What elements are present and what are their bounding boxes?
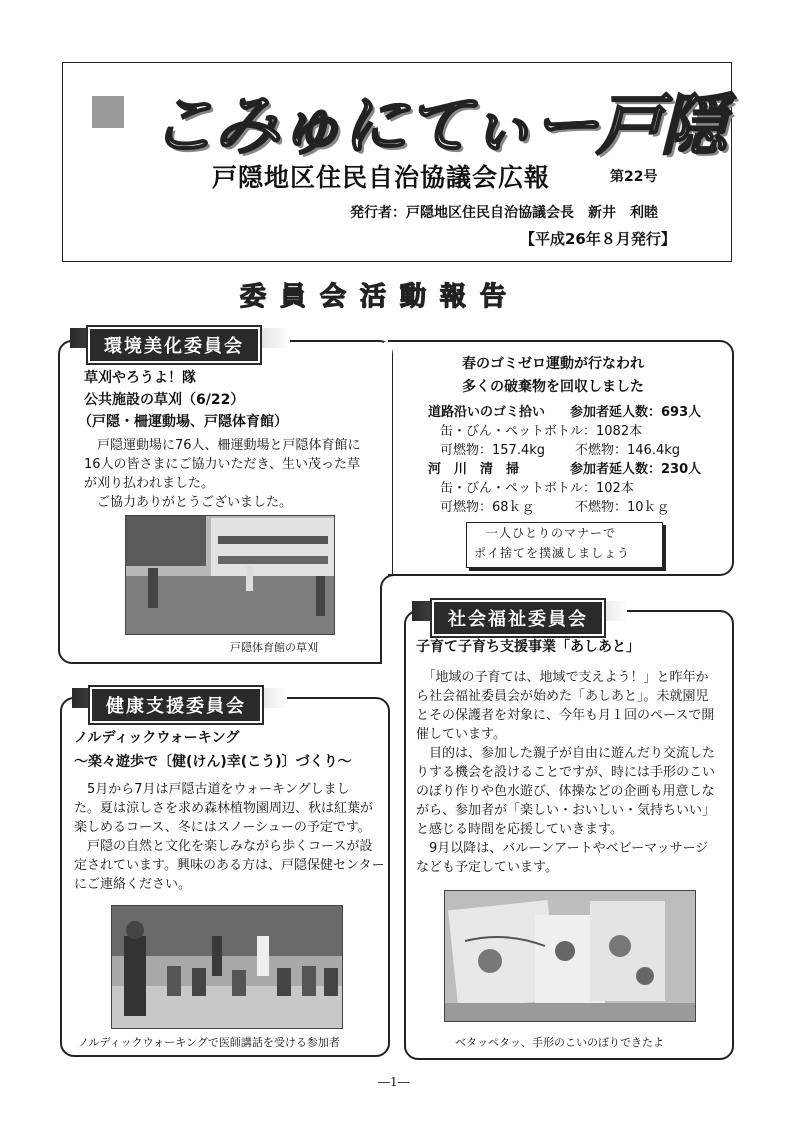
environment-panel-corner — [380, 574, 396, 664]
welfare-body-line: のぼり作りや色水遊び、体操などの企画も用意しな — [416, 784, 715, 799]
newsletter-subtitle: 戸隠地区住民自治協議会広報 — [212, 163, 551, 192]
gomi-row2-item: 缶・びん・ペットボトル：102本 — [440, 481, 634, 496]
mowing-photo-caption: 戸隠体育館の草刈 — [230, 641, 318, 654]
environment-body-line: ご協力ありがとうございました。 — [84, 495, 293, 510]
environment-title-1: 草刈やろうよ！隊 — [84, 370, 196, 386]
newsletter-logo: こみゅにてぃー戸隠 — [150, 86, 725, 164]
health-body-line: た。夏は涼しさを求め森林植物園周辺、秋は紅葉が — [74, 801, 374, 816]
health-tag: 健康支援委員会 — [90, 687, 262, 723]
environment-tag: 環境美化委員会 — [88, 327, 260, 363]
welfare-tag: 社会福祉委員会 — [432, 600, 604, 636]
welfare-body-line: 目的は、参加した親子が自由に遊んだり交流した — [416, 746, 716, 761]
gomi-row1-item: 缶・びん・ペットボトル：1082本 — [440, 424, 643, 439]
welfare-body-line: ら社会福祉委員会が始めた「あしあと」。未就園児 — [416, 689, 709, 704]
gomi-row1-count: 参加者延人数：693人 — [570, 405, 702, 420]
health-body-line: 楽しめるコース、冬にはスノーシューの予定です。 — [74, 820, 371, 835]
health-body-line: 戸隠の自然と文化を楽しみながら歩くコースが設 — [74, 839, 373, 854]
gomi-row1-item: 可燃物：157.4kg — [440, 443, 545, 458]
gomi-row2-count: 参加者延人数：230人 — [570, 462, 702, 477]
environment-title-3: （戸隠・柵運動場、戸隠体育館） — [78, 414, 288, 430]
welfare-body-line: 催しています。 — [416, 727, 506, 742]
health-body-line: にご連絡ください。 — [74, 877, 192, 892]
page-number: ―1― — [378, 1075, 410, 1089]
issue-date: 【平成26年８月発行】 — [520, 230, 676, 248]
health-title-1: ノルディックウォーキング — [74, 730, 240, 746]
environment-title-2: 公共施設の草刈（6/22） — [84, 392, 245, 408]
welfare-body-line: とその保護者を対象に、今年も月１回のペースで開 — [416, 708, 715, 723]
environment-body-line: 戸隠運動場に76人、柵運動場と戸隠体育館に — [84, 438, 361, 453]
issue-number: 第22号 — [610, 169, 658, 185]
gomi-row2-item: 可燃物：68ｋｇ — [440, 500, 535, 515]
welfare-body-line: がら、参加者が「楽しい・おいしい・気持ちいい」 — [416, 803, 716, 818]
walking-photo-caption: ノルディックウォーキングで医師講話を受ける参加者 — [78, 1036, 340, 1049]
gomi-row1-item: 不燃物：146.4kg — [575, 443, 680, 458]
gomi-title-2: 多くの破棄物を回収しました — [462, 379, 644, 395]
slogan-line-1: 一人ひとりのマナーで — [486, 526, 617, 540]
welfare-body-line: 9月以降は、バルーンアートやベビーマッサージ — [416, 841, 709, 856]
welfare-body-line: りする機会を設けることですが、時には手形のこい — [416, 765, 716, 780]
gomi-title-1: 春のゴミゼロ運動が行なわれ — [462, 356, 644, 372]
gomi-row1-label: 道路沿いのゴミ拾い — [428, 405, 546, 420]
section-heading: 委員会活動報告 — [240, 282, 521, 312]
gomi-row2-item: 不燃物：10ｋｇ — [575, 500, 670, 515]
walking-photo — [111, 905, 343, 1029]
mowing-photo — [125, 515, 335, 635]
logo-decoration-square — [92, 96, 124, 128]
environment-body-line: 16人の皆さまにご協力いただき、生い茂った草 — [84, 457, 361, 472]
koinobori-photo-caption: ベタッペタッ、手形のこいのぼりできたよ — [455, 1036, 664, 1049]
publisher: 発行者：戸隠地区住民自治協議会長 新井 利睦 — [350, 205, 658, 221]
koinobori-photo — [444, 890, 696, 1022]
gomi-row2-label: 河 川 清 掃 — [428, 462, 520, 477]
health-body-line: 5月から7月は戸隠古道をウォーキングしまし — [74, 782, 350, 797]
health-body-line: 定されています。興味のある方は、戸隠保健センター — [74, 858, 385, 873]
slogan-line-2: ポイ捨てを撲滅しましょう — [474, 546, 631, 560]
welfare-body-line: なども予定しています。 — [416, 860, 558, 875]
welfare-title: 子育て子育ち支援事業「あしあと」 — [416, 639, 640, 655]
health-title-2: ～楽々遊歩で〔健(けん)幸(こう)〕づくり～ — [74, 754, 352, 770]
welfare-body-line: と感じる時間を応援していきます。 — [416, 822, 623, 837]
environment-body-line: が刈り払われました。 — [84, 476, 215, 491]
welfare-body-line: 「地域の子育ては、地域で支えよう！」と昨年か — [416, 670, 709, 685]
